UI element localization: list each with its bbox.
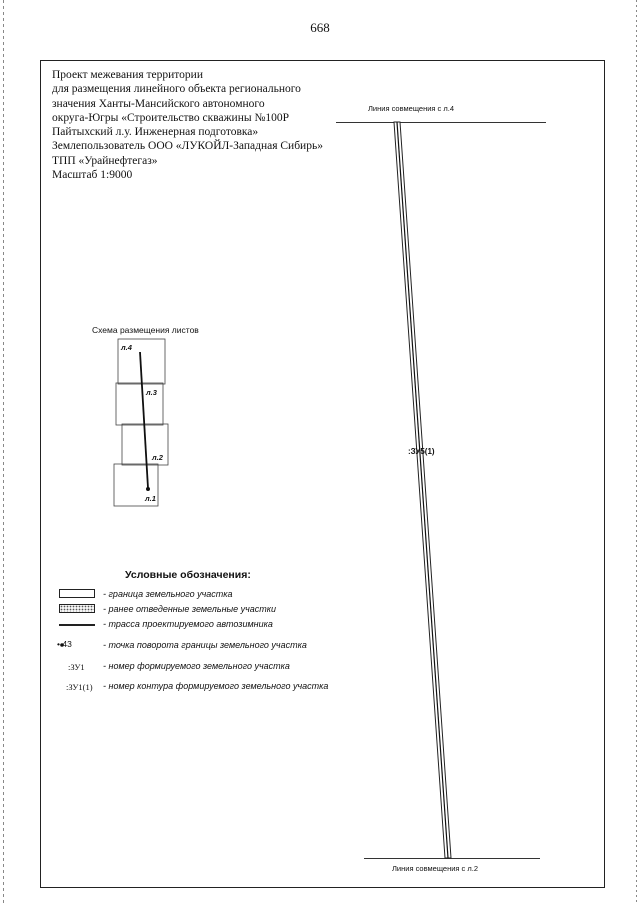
scheme-route-end-point	[146, 487, 150, 491]
title-line-8: Масштаб 1:9000	[52, 169, 133, 182]
legend-symbol-turn-point: • 43	[57, 639, 72, 649]
match-line-bottom-label: Линия совмещения с л.2	[392, 864, 479, 873]
legend-text-plot-boundary: - граница земельного участка	[103, 589, 233, 599]
title-line-6: Землепользователь ООО «ЛУКОЙЛ-Западная Сибирь»	[52, 140, 323, 153]
title-line-5: Пайтыхский л.у. Инженерная подготовка»	[52, 126, 259, 139]
title-line-1: Проект межевания территории	[52, 69, 203, 81]
title-line-7: ТПП «Урайнефтегаз»	[52, 154, 158, 167]
legend-title: Условные обозначения:	[125, 569, 251, 581]
page-number: 668	[310, 20, 330, 35]
legend-text-allotted-plots: - ранее отведенные земельные участки	[103, 604, 277, 614]
sheet-scheme-title: Схема размещения листов	[92, 325, 199, 335]
title-line-4: округа-Югры «Строительство скважины №100Р	[52, 111, 290, 124]
match-line-top-label: Линия совмещения с л.4	[368, 104, 455, 113]
contour-label: :ЗУ5(1)	[408, 447, 435, 456]
winter-road-route	[397, 122, 448, 858]
legend-symbol-contour-number: :ЗУ1(1)	[66, 682, 93, 692]
legend-symbol-allotted-plots	[59, 604, 95, 613]
title-line-2: для размещения линейного объекта регионального	[52, 83, 301, 96]
sheet-label-2: л.2	[152, 453, 163, 462]
sheet-label-1: л.1	[145, 494, 156, 503]
legend-text-turn-point: - точка поворота границы земельного участка	[103, 640, 307, 650]
legend-symbol-route	[59, 624, 95, 626]
legend-symbol-plot-number: :ЗУ1	[68, 662, 85, 672]
legend-text-route: - трасса проектируемого автозимника	[103, 619, 273, 629]
sheet-label-4: л.4	[121, 343, 132, 352]
legend-symbol-plot-boundary	[59, 589, 95, 598]
scheme-route-line	[140, 352, 148, 488]
title-line-3: значения Ханты-Мансийского автономного	[52, 97, 265, 110]
legend-text-plot-number: - номер формируемого земельного участка	[103, 661, 290, 671]
legend-text-contour-number: - номер контура формируемого земельного участка	[103, 681, 329, 691]
sheet-label-3: л.3	[146, 388, 157, 397]
